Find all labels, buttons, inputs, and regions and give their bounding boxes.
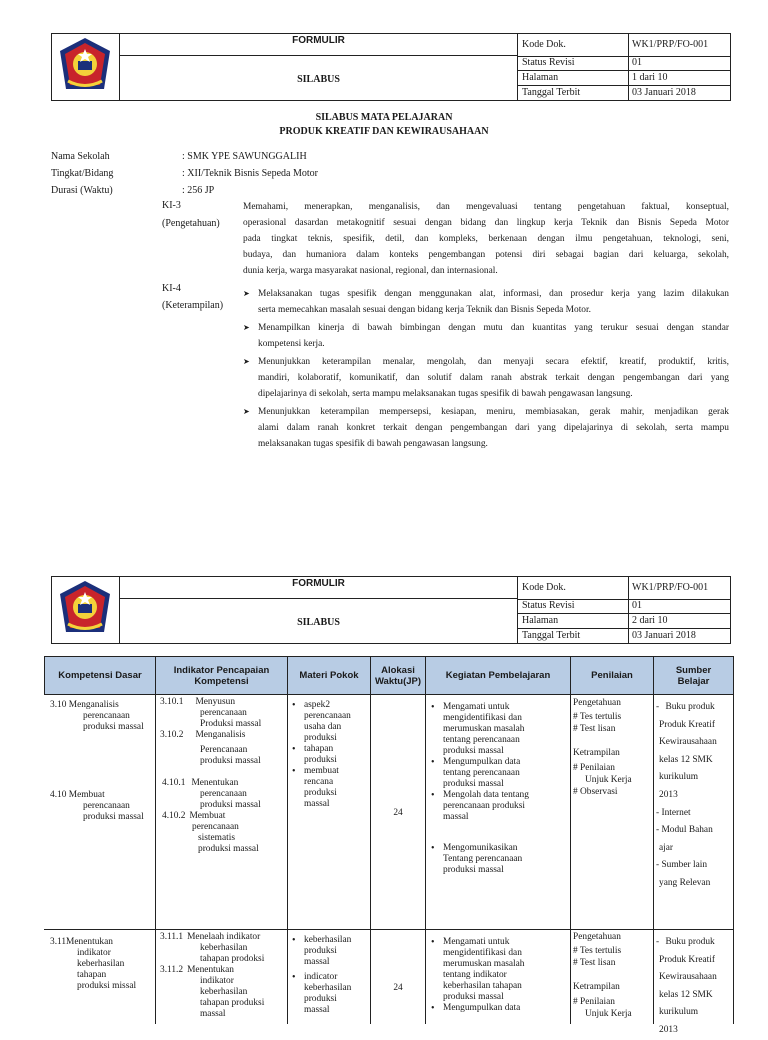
row1-kompetensi-dasar-4: 4.10 Membuat perencanaan produksi massal	[50, 790, 144, 822]
arrow-bullet-icon: ➤	[243, 289, 250, 298]
info-label-durasi: Durasi (Waktu)	[51, 185, 113, 196]
info-value-tingkat: : XII/Teknik Bisnis Sepeda Motor	[182, 168, 318, 179]
ki3-line: Memahami, menerapkan, menganalisis, dan mengevaluasi tentang pengetahuan faktual, konseptual,	[243, 202, 729, 212]
arrow-bullet-icon: ➤	[243, 407, 250, 416]
kode-dok-label: Kode Dok.	[522, 582, 566, 593]
silabus-label: SILABUS	[297, 74, 340, 85]
ki4-item: ➤ Menunjukkan keterampilan menalar, mengolah, dan menyaji secara efektif, kreatif, produktif, kritis, mandiri, kolaboratif, komunikatif, dan solutif dalam ranah abstrak terkait dengan pengembangan dari yang dipelajarinya di sekolah, serta mampu melaksanakan tugas spesifik di bawah pengawasan langsung.	[243, 354, 729, 402]
materi-item: • indicator keberhasilan produksi massal	[290, 972, 370, 1016]
info-value-nama-sekolah: : SMK YPE SAWUNGGALIH	[182, 151, 307, 162]
halaman-label: Halaman	[522, 72, 559, 83]
th-sumber-belajar: Sumber Belajar	[653, 656, 734, 695]
ki3-line: dunia kerja, warga masyarakat nasional, regional, dan internasional.	[243, 266, 498, 276]
kode-dok-value: WK1/PRP/FO-001	[632, 582, 709, 593]
row1-kompetensi-dasar: 3.10 Menganalisis perencanaan produksi massal	[50, 700, 144, 732]
row2-penilaian: Pengetahuan # Tes tertulis # Test lisan Ketrampilan # Penilaian Unjuk Kerja	[573, 932, 632, 1019]
row1-materi-list	[290, 700, 370, 810]
arrow-bullet-icon: ➤	[243, 357, 250, 366]
formulir-label: FORMULIR	[292, 35, 345, 46]
row2-alokasi-jp: 24	[393, 983, 403, 993]
row2-indikator: 3.11.1 Menelaah indikator keberhasilan tahapan prodoksi 3.11.2 Menentukan indikator keberhasilan tahapan produksi massal	[160, 932, 265, 1019]
status-revisi-value: 01	[632, 600, 642, 611]
ki4-item: ➤ Menampilkan kinerja di bawah bimbingan dengan mutu dan kuantitas yang terukur sesuai dengan standar kompetensi kerja.	[243, 320, 729, 352]
row2-kegiatan-list	[429, 937, 569, 1014]
kode-dok-value: WK1/PRP/FO-001	[632, 39, 709, 50]
row1-sumber-belajar: - Buku produk Produk Kreatif Kewirausahaan kelas 12 SMK kurikulum 2013 - Internet - Modul Bahan ajar - Sumber lain yang Relevan	[656, 702, 717, 888]
kode-dok-label: Kode Dok.	[522, 39, 566, 50]
ki4-item: ➤ Melaksanakan tugas spesifik dengan menggunakan alat, informasi, dan prosedur kerja yang lazim dilakukan serta memecahkan masalah sesuai dengan bidang kerja Teknik dan Bisnis Sepeda Motor.	[243, 286, 729, 318]
silabus-label: SILABUS	[297, 617, 340, 628]
row2-kompetensi-dasar: 3.11Menentukan indikator keberhasilan tahapan produksi missal	[50, 937, 137, 991]
status-revisi-value: 01	[632, 57, 642, 68]
row1-kegiatan-list	[429, 702, 569, 876]
row1-alokasi-jp: 24	[393, 808, 403, 818]
formulir-label: FORMULIR	[292, 578, 345, 589]
tanggal-terbit-value: 03 Januari 2018	[632, 630, 696, 641]
kegiatan-item: • Mengumpulkan data	[429, 1003, 569, 1014]
status-revisi-label: Status Revisi	[522, 57, 575, 68]
ki3-name: (Pengetahuan)	[162, 218, 220, 229]
kegiatan-item: • Mengolah data tentang perencanaan produksi massal	[429, 790, 569, 823]
syllabus-table	[44, 656, 734, 1035]
tanggal-terbit-label: Tanggal Terbit	[522, 87, 581, 98]
arrow-bullet-icon: ➤	[243, 323, 250, 332]
halaman-label: Halaman	[522, 615, 559, 626]
th-kegiatan: Kegiatan Pembelajaran	[425, 656, 571, 695]
kegiatan-item: • Mengumpulkan data tentang perencanaan produksi massal	[429, 757, 569, 790]
th-kompetensi-dasar: Kompetensi Dasar	[44, 656, 156, 695]
ki3-line: budaya, dan humaniora dalam konteks pengembangan potensi diri sebagai bagian dari keluarga, sekolah,	[243, 250, 729, 260]
th-materi-pokok: Materi Pokok	[287, 656, 371, 695]
kegiatan-item: • Mengomunikasikan Tentang perencanaan produksi massal	[429, 843, 569, 876]
school-logo	[52, 577, 120, 644]
row1-indikator: 3.10.1 Menyusun perencanaan Produksi massal 3.10.2 Menganalisis Perencanaan produksi massal 4.10.1 Menentukan perencanaan produksi massal 4.10.2 Membuat perencanaan sistematis produksi massal	[160, 697, 262, 854]
ki4-list	[243, 286, 729, 454]
info-label-nama-sekolah: Nama Sekolah	[51, 151, 110, 162]
ki4-item: ➤ Menunjukkan keterampilan mempersepsi, kesiapan, meniru, membiasakan, gerak mahir, menjadikan gerak alami dalam ranah konkret terkait dengan pengembangan dari yang dipelajarinya di sekolah, serta mampu melaksanakan tugas spesifik di bawah pengawasan langsung.	[243, 404, 729, 452]
kegiatan-item: • Mengamati untuk mengidentifikasi dan merumuskan masalah tentang perencanaan produksi massal	[429, 702, 569, 757]
halaman-value: 2 dari 10	[632, 615, 668, 626]
th-penilaian: Penilaian	[570, 656, 654, 695]
row1-penilaian: Pengetahuan # Tes tertulis # Test lisan Ketrampilan # Penilaian Unjuk Kerja # Observasi	[573, 698, 632, 797]
doc-title-line-1: SILABUS MATA PELAJARAN	[315, 112, 453, 123]
materi-item: • aspek2 perencanaan usaha dan produksi	[290, 700, 370, 744]
tanggal-terbit-value: 03 Januari 2018	[632, 87, 696, 98]
materi-item: • membuat rencana produksi massal	[290, 766, 370, 810]
info-label-tingkat: Tingkat/Bidang	[51, 168, 114, 179]
status-revisi-label: Status Revisi	[522, 600, 575, 611]
ki3-description	[243, 199, 729, 279]
materi-item: • tahapan produksi	[290, 744, 370, 766]
ki3-line: operasional dasardan metakognitif sesuai dengan bidang dan lingkup kerja Teknik dan Bisnis Sepeda Motor	[243, 218, 729, 228]
row2-sumber-belajar: - Buku produk Produk Kreatif Kewirausahaan kelas 12 SMK kurikulum 2013	[656, 937, 717, 1035]
th-alokasi-waktu: Alokasi Waktu(JP)	[370, 656, 426, 695]
row2-materi-list	[290, 935, 370, 1016]
materi-item: • keberhasilan produksi massal	[290, 935, 370, 968]
tanggal-terbit-label: Tanggal Terbit	[522, 630, 581, 641]
ki3-code: KI-3	[162, 200, 181, 211]
doc-title-line-2: PRODUK KREATIF DAN KEWIRAUSAHAAN	[279, 126, 489, 137]
form-header-page-1	[51, 33, 731, 101]
info-value-durasi: : 256 JP	[182, 185, 215, 196]
kegiatan-item: • Mengamati untuk mengidentifikasi dan merumuskan masalah tentang indikator keberhasilan tahapan produksi massal	[429, 937, 569, 1003]
school-logo	[52, 34, 120, 101]
ki4-code: KI-4	[162, 283, 181, 294]
ki3-line: pada tingkat teknis, spesifik, detil, dan kompleks, berkenaan dengan ilmu pengetahuan, teknologi, seni,	[243, 234, 729, 244]
th-indikator: Indikator Pencapaian Kompetensi	[155, 656, 288, 695]
halaman-value: 1 dari 10	[632, 72, 668, 83]
ki4-name: (Keterampilan)	[162, 300, 224, 311]
form-header-page-2	[51, 576, 731, 644]
